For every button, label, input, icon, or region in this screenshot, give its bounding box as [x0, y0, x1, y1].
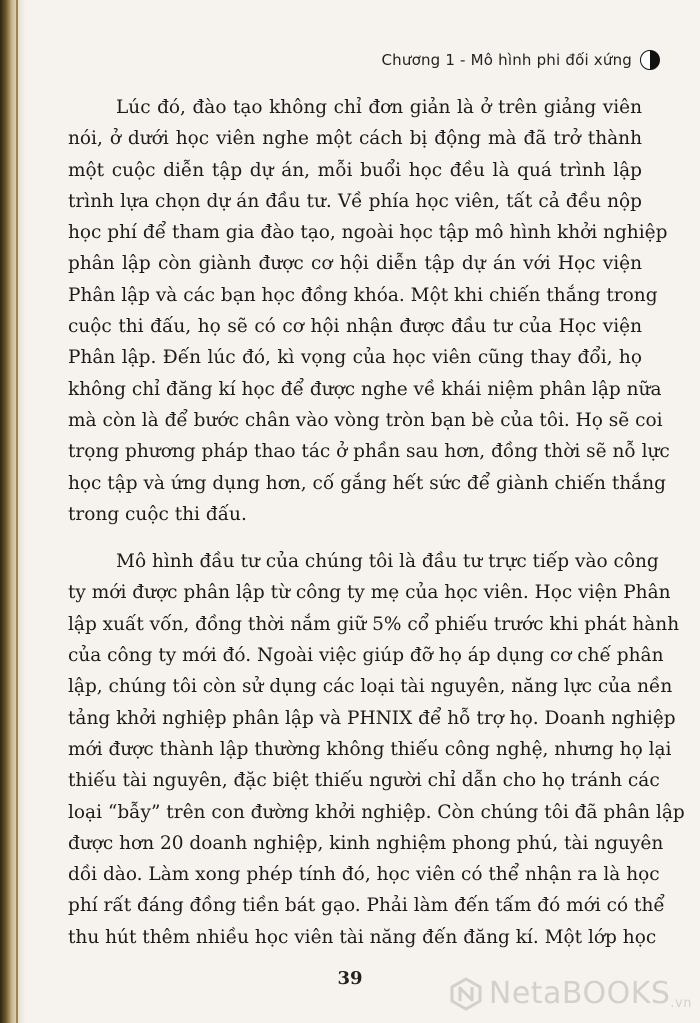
text-line: thu hút thêm nhiều học viên tài năng đến đăng kí. Một lớp học [68, 926, 657, 948]
netabooks-logo-icon [449, 977, 483, 1011]
text-line: lập, chúng tôi còn sử dụng các loại tài nguyên, năng lực của nền [68, 676, 673, 698]
running-head [381, 50, 660, 70]
body-text [68, 92, 685, 953]
text-line: Phân lập và các bạn học đồng khóa. Một khi chiến thắng trong [68, 284, 658, 306]
text-line: Lúc đó, đào tạo không chỉ đơn giản là ở trên giảng viên [116, 97, 642, 118]
text-line: phân lập còn giành được cơ hội diễn tập dự án với Học viện [68, 253, 642, 275]
text-line: nói, ở dưới học viên nghe một cách bị động mà đã trở thành [68, 128, 642, 150]
page-edge-line [16, 0, 18, 1023]
text-line: thiếu tài nguyên, đặc biệt thiếu người chỉ dẫn cho họ tránh các [68, 770, 660, 792]
text-line: một cuộc diễn tập dự án, mỗi buổi học đều là quá trình lập [68, 159, 642, 181]
text-line: dồi dào. Làm xong phép tính đó, học viên có thể nhận ra là học [68, 864, 660, 886]
text-line: không chỉ đăng kí học để được nghe về khái niệm phân lập nữa [68, 378, 662, 400]
text-line: Mô hình đầu tư của chúng tôi là đầu tư trực tiếp vào công [116, 551, 659, 573]
text-line: được hơn 20 doanh nghiệp, kinh nghiệm phong phú, tài nguyên [68, 832, 664, 854]
text-line: Phân lập. Đến lúc đó, kì vọng của học viên cũng thay đổi, họ [68, 347, 642, 369]
text-line: cuộc thi đấu, họ sẽ có cơ hội nhận được đầu tư của Học viện [68, 316, 642, 338]
text-line: học phí để tham gia đào tạo, ngoài học tập mô hình khởi nghiệp [68, 222, 668, 244]
text-line: mà còn là để bước chân vào vòng tròn bạn bè của tôi. Họ sẽ coi [68, 409, 663, 431]
text-line: trọng phương pháp thao tác ở phần sau hơn, đồng thời sẽ nỗ lực [68, 441, 670, 463]
page-binding-shadow [0, 0, 26, 1023]
text-line: phí rất đáng đồng tiền bát gạo. Phải làm đến tấm đó mới có thể [68, 895, 665, 917]
paragraph-gap [68, 530, 642, 546]
text-line: mới được thành lập thường không thiếu công nghệ, nhưng họ lại [68, 738, 672, 760]
paragraph-1 [68, 92, 670, 530]
text-line: học tập và ứng dụng hơn, cố gắng hết sức để giành chiến thắng [68, 472, 666, 494]
text-line: ty mới được phân lập từ công ty mẹ của học viên. Học viện Phân [68, 582, 671, 604]
chapter-title: Chương 1 - Mô hình phi đối xứng [381, 51, 632, 69]
text-line: trình lựa chọn dự án đầu tư. Về phía học viên, tất cả đều nộp [68, 190, 642, 212]
half-circle-icon [640, 50, 660, 70]
text-line: lập xuất vốn, đồng thời nắm giữ 5% cổ phiếu trước khi phát hành [68, 613, 680, 635]
watermark-suffix: .vn [670, 996, 692, 1011]
watermark-brand: NetaBOOKS [488, 976, 671, 1011]
page-number: 39 [337, 968, 363, 989]
text-line: của công ty mới đó. Ngoài việc giúp đỡ họ áp dụng cơ chế phân [68, 645, 664, 667]
text-line: loại “bẫy” trên con đường khởi nghiệp. Còn chúng tôi đã phân lập [68, 801, 685, 823]
paragraph-2 [68, 546, 685, 953]
watermark [449, 976, 692, 1011]
text-line: tảng khởi nghiệp phân lập và PHNIX để hỗ trợ họ. Doanh nghiệp [68, 707, 676, 729]
watermark-text [489, 976, 692, 1011]
text-line: trong cuộc thi đấu. [68, 503, 247, 525]
